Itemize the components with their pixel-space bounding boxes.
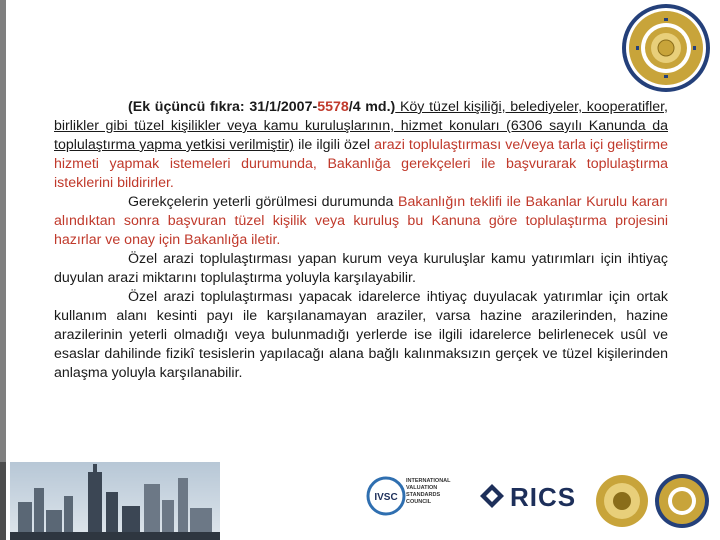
rics-label: RICS [510,482,577,512]
partner-logos [362,462,712,540]
underlined-text: Köy tüzel kişiliği, belediyeler, kooperatifler, birlikler gibi tüzel kişilikler veya kamu kuruluşlarının, hizmet konuları (6306 sayılı Kanunda da toplulaştırma yapma yetkisi verilmiştir) [54,99,668,153]
law-number: 5578 [317,99,349,115]
paragraph-1-red-text: arazi toplulaştırması ve/veya tarla içi geliştirme hizmeti yapmak istemeleri durumunda, Bakanlığa gerekçeleri ile başvurarak toplulaştırma isteklerini bildirirler. [54,137,669,191]
paragraph-2-text: Gerekçelerin yeterli görülmesi durumunda [128,194,399,210]
rics-logo-icon [476,480,508,512]
left-accent-bar [0,0,6,540]
paragraph-1 [54,98,668,193]
amendment-lead-suffix: /4 md.) [348,99,396,115]
document-body [54,98,668,383]
city-skyline-image [10,462,220,540]
partner-seal-icon [594,468,650,534]
ivsc-label: IVSC [374,492,398,503]
ivsc-logo-icon [366,476,406,516]
paragraph-4: Özel arazi toplulaştırması yapacak idarelerce ihtiyaç duyulacak yatırımlar için ortak kullanım alanı kesinti payı ile karşılanamayan araziler, varsa hazine arazilerinden, hazine arazilerinin yeterli olmadığı veya bulunmadığı yerlerde ise ilgili idarelerce belirlenecek usûl ve esaslar dahilinde fizikî tesislerin yapılacağı alana bağlı kalınmaksızın gerçek ve tüzel kişilerinden anlaşma yoluyla karşılanabilir. [54,289,668,381]
paragraph-1-text: ile ilgili özel [294,137,375,153]
amendment-lead [128,99,395,115]
ankara-university-seal-small-icon [654,468,710,534]
paragraph-3: Özel arazi toplulaştırması yapan kurum veya kuruluşlar kamu yatırımları için ihtiyaç duyulan arazi miktarını toplulaştırma yoluyla karşılayabilir. [54,251,668,286]
amendment-lead-prefix: (Ek üçüncü fıkra: 31/1/2007- [128,99,318,115]
ankara-university-seal-icon [620,2,712,94]
paragraph-2-red-text: Bakanlığın teklifi ile Bakanlar Kurulu kararı alındıktan sonra başvuran tüzel kişilik veya kuruluş bu Kanuna göre toplulaştırma projesini hazırlar ve onay için Bakanlığa iletir. [54,194,668,248]
ivsc-text: INTERNATIONAL VALUATION STANDARDS COUNCIL [406,478,451,505]
paragraph-2 [54,193,668,250]
